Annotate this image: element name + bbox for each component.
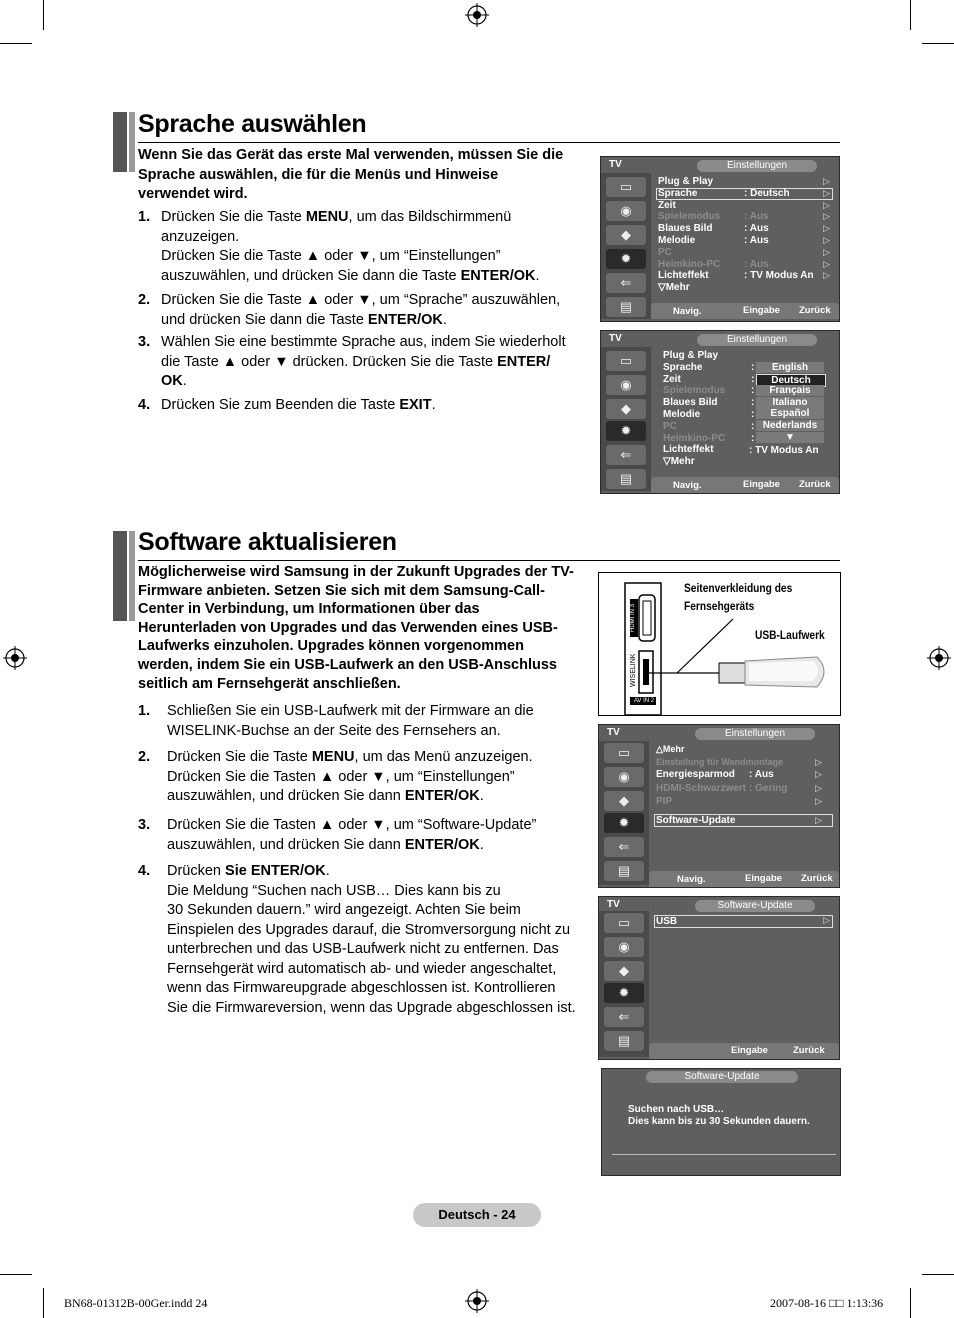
setup-menu-icon[interactable]: ✹: [604, 813, 644, 833]
tv-menu-screen: [598, 724, 840, 888]
colon: :: [751, 373, 755, 385]
menu-item-value: : Aus: [744, 223, 769, 235]
panel-caption-line2: Fernsehgeräts: [684, 599, 755, 613]
chevron-right-icon: ▷: [823, 258, 830, 269]
menu-item[interactable]: Spielemodus: [658, 211, 721, 223]
menu-footer: [651, 477, 839, 493]
menu-icon-column: [599, 911, 649, 1057]
footer-navig: Navig.: [673, 480, 702, 491]
menu-item[interactable]: Lichteffekt: [658, 270, 709, 282]
application-menu-icon[interactable]: ▤: [604, 1031, 644, 1051]
picture-menu-icon[interactable]: ▭: [604, 913, 644, 933]
sound-menu-icon[interactable]: ◉: [604, 937, 644, 957]
input-menu-icon[interactable]: ⇐: [606, 445, 646, 465]
registration-mark-icon: [465, 1289, 489, 1313]
menu-item[interactable]: ▽Mehr: [658, 282, 690, 294]
language-option[interactable]: ▼: [756, 432, 824, 443]
title-rule: [138, 560, 840, 561]
footer-enter: Eingabe: [745, 873, 782, 884]
step-text: Drücken Sie die Taste MENU, um das Menü anzuzeigen. Drücken Sie die Tasten ▲ oder ▼, um “Einstellungen” auszuwählen, und drücken Sie dann ENTER/OK.: [167, 749, 533, 804]
menu-item[interactable]: Plug & Play: [663, 350, 719, 361]
menu-icon-column: [601, 173, 651, 319]
menu-footer: [649, 871, 839, 887]
application-menu-icon[interactable]: ▤: [604, 861, 644, 881]
lichteffekt-value: : TV Modus An: [749, 445, 819, 456]
channel-menu-icon[interactable]: ◆: [606, 225, 646, 245]
chevron-right-icon: ▷: [823, 199, 830, 210]
picture-menu-icon[interactable]: ▭: [606, 351, 646, 371]
menu-item-value: : Gering: [749, 783, 788, 794]
menu-item[interactable]: Melodie: [658, 235, 696, 246]
menu-item[interactable]: Blaues Bild: [658, 223, 713, 235]
step-text: Drücken Sie zum Beenden die Taste EXIT.: [161, 397, 436, 413]
crop-mark: [43, 0, 44, 30]
dialog-message-line2: Dies kann bis zu 30 Sekunden dauern.: [628, 1116, 810, 1127]
usb-menu-item[interactable]: USB: [656, 916, 678, 927]
panel-caption-line1: Seitenverkleidung des: [684, 581, 793, 595]
menu-item[interactable]: HDMI-Schwarzwert: [656, 783, 747, 794]
menu-icon-column: [601, 347, 651, 491]
step-text: Schließen Sie ein USB-Laufwerk mit der Firmware an die WISELINK-Buchse an der Seite des Fernsehers an.: [167, 703, 534, 739]
menu-title: Software-Update: [695, 900, 815, 912]
setup-menu-icon[interactable]: ✹: [606, 421, 646, 441]
chevron-right-icon: ▷: [815, 769, 822, 779]
title-rule: [138, 142, 840, 143]
hdmi-port-label: HDMI IN 3: [630, 604, 636, 633]
page-number-badge: Deutsch - 24: [413, 1203, 541, 1227]
colon: :: [751, 361, 755, 373]
menu-item[interactable]: Heimkino-PC: [658, 258, 721, 270]
crop-mark: [922, 1274, 954, 1275]
usb-caption: USB-Laufwerk: [755, 628, 825, 642]
menu-title: Einstellungen: [697, 160, 817, 172]
language-option[interactable]: Nederlands: [756, 420, 824, 431]
dialog-title: Software-Update: [646, 1071, 798, 1083]
chevron-right-icon: ▷: [823, 223, 830, 234]
menu-title: Einstellungen: [697, 334, 817, 346]
sound-menu-icon[interactable]: ◉: [604, 767, 644, 787]
channel-menu-icon[interactable]: ◆: [604, 791, 644, 811]
imprint-right: 2007-08-16 □□ 1:13:36: [770, 1296, 884, 1310]
chevron-right-icon: ▷: [823, 176, 830, 186]
colon: :: [751, 409, 755, 420]
colon: :: [751, 397, 755, 409]
tv-menu-screen: [598, 896, 840, 1060]
menu-item[interactable]: Melodie: [663, 409, 701, 420]
footer-back: Zurück: [799, 305, 831, 316]
menu-item[interactable]: △Mehr: [656, 744, 685, 754]
step-text: Drücken Sie ENTER/OK. Die Meldung “Suchen nach USB… Dies kann bis zu 30 Sekunden dauern.” wird angezeigt. Achten Sie beim Einspielen des Upgrades darauf, die Stromversorgung nicht zu unterbrechen und das USB-Laufwerk nicht zu entfernen. Das Fernsehgerät wird automatisch ab- und wieder angeschaltet, wenn das Firmwareupgrade abgeschlossen ist. Kontrollieren Sie die Firmwareversion, wenn das Upgrade abgeschlossen ist.: [167, 863, 576, 1016]
registration-mark-icon: [3, 646, 27, 670]
footer-back: Zurück: [799, 479, 831, 490]
crop-mark: [910, 1288, 911, 1318]
usb-illustration: [598, 572, 841, 716]
section-title: Software aktualisieren: [138, 528, 397, 556]
section-intro: Wenn Sie das Gerät das erste Mal verwenden, müssen Sie die Sprache auswählen, die für die Menüs und Hinweise verwendet wird.: [138, 147, 564, 202]
step-number: 4.: [138, 863, 151, 879]
application-menu-icon[interactable]: ▤: [606, 297, 646, 317]
chevron-right-icon: ▷: [823, 211, 830, 222]
step-number: 2.: [138, 749, 151, 765]
dialog-message-line1: Suchen nach USB…: [628, 1104, 725, 1115]
step-text: Drücken Sie die Tasten ▲ oder ▼, um “Software-Update” auszuwählen, und drücken Sie dann ENTER/OK.: [167, 817, 537, 853]
menu-item[interactable]: Sprache: [663, 361, 703, 373]
av-port-label: AV IN 2: [633, 698, 655, 704]
tv-label: TV: [607, 899, 620, 910]
menu-item[interactable]: Zeit: [658, 199, 676, 211]
menu-item-value: : TV Modus An: [744, 270, 814, 282]
step-number: 1.: [138, 703, 151, 719]
step-number: 2.: [138, 292, 151, 308]
menu-item[interactable]: ▽Mehr: [663, 456, 695, 468]
step-number: 3.: [138, 817, 151, 833]
crop-mark: [0, 1274, 32, 1275]
channel-menu-icon[interactable]: ◆: [604, 961, 644, 981]
section-marker: [113, 112, 127, 172]
crop-mark: [910, 0, 911, 30]
menu-item[interactable]: Energiesparmod: [656, 769, 735, 780]
language-option[interactable]: English: [756, 362, 824, 373]
menu-footer: [649, 1043, 839, 1059]
input-menu-icon[interactable]: ⇐: [604, 837, 644, 857]
section-marker: [129, 112, 135, 172]
tv-label: TV: [607, 727, 620, 738]
step-text: Drücken Sie die Taste MENU, um das Bildschirmmenü anzuzeigen. Drücken Sie die Taste ▲ oder ▼, um “Einstellungen” auszuwählen, und drücken Sie dann die Taste ENTER/OK.: [161, 209, 540, 284]
section-intro: Möglicherweise wird Samsung in der Zukunft Upgrades der TV-Firmware anbieten. Setzen Sie sich mit dem Samsung-Call-Center in Verbindung, um Informationen über das Herunterladen von Upgrades und das Verwenden eines USB-Laufwerks einzuholen. Upgrades können vorgenommen werden, indem Sie ein USB-Laufwerk an den USB-Anschluss seitlich am Fernsehgerät anschließen.: [138, 564, 574, 692]
menu-item-value: : Aus: [744, 235, 769, 246]
tv-menu-screen: [600, 156, 840, 322]
footer-navig: Navig.: [677, 874, 706, 885]
setup-menu-icon[interactable]: ✹: [604, 983, 644, 1003]
language-option[interactable]: Deutsch: [756, 374, 826, 387]
chevron-right-icon: ▷: [815, 783, 822, 793]
picture-menu-icon[interactable]: ▭: [606, 177, 646, 197]
imprint-left: BN68-01312B-00Ger.indd 24: [64, 1296, 208, 1310]
menu-item[interactable]: PC: [658, 246, 672, 258]
input-menu-icon[interactable]: ⇐: [604, 1007, 644, 1027]
language-option[interactable]: Français: [756, 385, 824, 396]
language-option[interactable]: Italiano: [756, 397, 824, 408]
crop-mark: [43, 1288, 44, 1318]
menu-item[interactable]: Lichteffekt: [663, 444, 714, 456]
footer-enter: Eingabe: [743, 479, 780, 490]
colon: :: [751, 420, 755, 432]
wiselink-port-label: WISELINK: [630, 653, 637, 687]
menu-item[interactable]: Spielemodus: [663, 385, 726, 397]
step-text: Wählen Sie eine bestimmte Sprache aus, indem Sie wiederholt die Taste ▲ oder ▼ drücken. Drücken Sie die Taste ENTER/ OK.: [161, 334, 566, 389]
application-menu-icon[interactable]: ▤: [606, 469, 646, 489]
menu-icon-column: [599, 741, 649, 885]
step-number: 1.: [138, 209, 151, 225]
menu-item[interactable]: Zeit: [663, 373, 681, 385]
menu-title: Einstellungen: [695, 728, 815, 740]
footer-enter: Eingabe: [731, 1045, 768, 1056]
registration-mark-icon: [465, 3, 489, 27]
crop-mark: [922, 43, 954, 44]
step-number: 3.: [138, 334, 151, 350]
menu-item-value: : Aus: [749, 769, 774, 780]
section-title: Sprache auswählen: [138, 110, 367, 138]
chevron-right-icon: ▷: [815, 815, 822, 825]
sound-menu-icon[interactable]: ◉: [606, 201, 646, 221]
chevron-right-icon: ▷: [823, 270, 830, 281]
sound-menu-icon[interactable]: ◉: [606, 375, 646, 395]
tv-label: TV: [609, 333, 622, 344]
language-option[interactable]: Español: [756, 408, 824, 419]
chevron-right-icon: ▷: [823, 915, 830, 925]
step-text: Drücken Sie die Taste ▲ oder ▼, um “Sprache” auszuwählen, und drücken Sie dann die Taste ENTER/OK.: [161, 292, 561, 328]
footer-back: Zurück: [801, 873, 833, 884]
menu-item-value: : Deutsch: [744, 187, 790, 199]
picture-menu-icon[interactable]: ▭: [604, 743, 644, 763]
chevron-right-icon: ▷: [823, 235, 830, 245]
tv-menu-screen: [600, 330, 840, 494]
update-dialog: [601, 1068, 841, 1176]
menu-item[interactable]: Plug & Play: [658, 176, 714, 187]
input-menu-icon[interactable]: ⇐: [606, 273, 646, 293]
section-marker: [113, 531, 127, 621]
menu-item[interactable]: PIP: [656, 796, 673, 807]
registration-mark-icon: [927, 646, 951, 670]
colon: :: [751, 432, 755, 444]
menu-item[interactable]: Blaues Bild: [663, 397, 718, 409]
menu-footer: [651, 303, 839, 319]
menu-item-value: : Aus: [744, 258, 769, 270]
chevron-right-icon: ▷: [815, 757, 822, 767]
tv-label: TV: [609, 159, 622, 170]
footer-navig: Navig.: [673, 306, 702, 317]
footer-back: Zurück: [793, 1045, 825, 1056]
colon: :: [751, 385, 755, 397]
crop-mark: [0, 43, 32, 44]
menu-item-value: : Aus: [744, 211, 769, 223]
footer-enter: Eingabe: [743, 305, 780, 316]
menu-item[interactable]: Heimkino-PC: [663, 432, 726, 444]
selection-highlight: [654, 915, 833, 928]
progress-line: [612, 1154, 836, 1155]
menu-item[interactable]: Sprache: [658, 187, 698, 199]
chevron-right-icon: ▷: [815, 796, 822, 806]
channel-menu-icon[interactable]: ◆: [606, 399, 646, 419]
chevron-right-icon: ▷: [823, 187, 830, 198]
setup-menu-icon[interactable]: ✹: [606, 249, 646, 269]
step-number: 4.: [138, 397, 151, 413]
menu-item[interactable]: PC: [663, 420, 677, 432]
menu-item[interactable]: Einstellung für Wandmontage: [656, 757, 784, 767]
chevron-right-icon: ▷: [823, 246, 830, 257]
menu-item[interactable]: Software-Update: [656, 815, 736, 826]
section-marker: [129, 531, 135, 621]
